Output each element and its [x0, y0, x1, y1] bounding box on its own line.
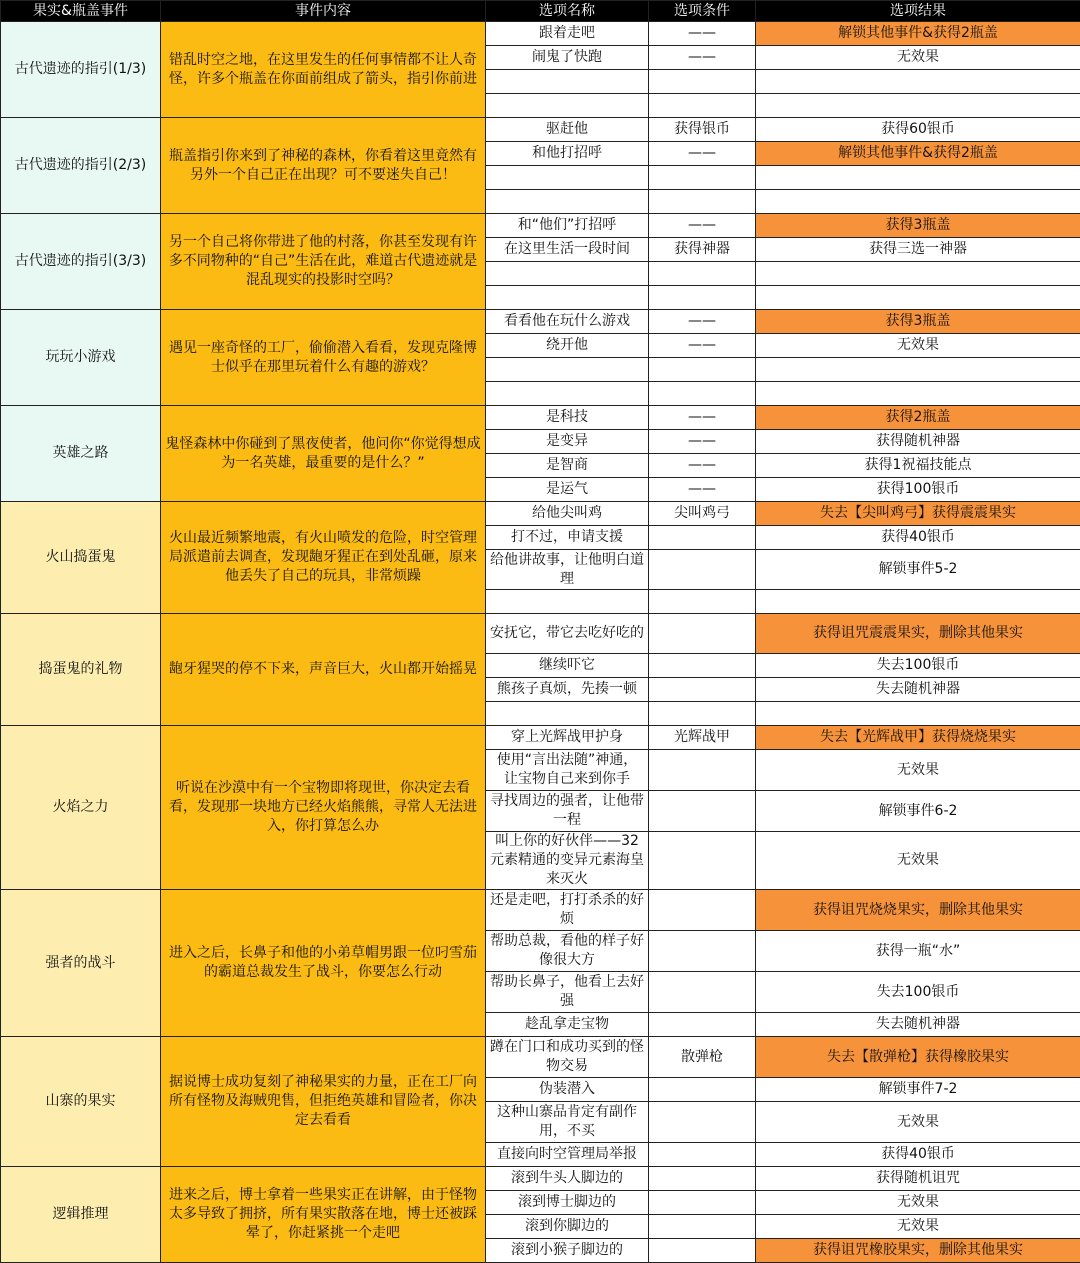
- option-result: 获得2瓶盖: [756, 406, 1080, 430]
- option-name: 趁乱拿走宝物: [486, 1013, 649, 1037]
- option-name: [486, 590, 649, 614]
- option-name: [486, 70, 649, 94]
- event-name: 英雄之路: [1, 406, 161, 502]
- option-result: 获得一瓶“水”: [756, 931, 1080, 972]
- event-description: 遇见一座奇怪的工厂，偷偷潜入看看，发现克隆博士似乎在那里玩着什么有趣的游戏？: [161, 310, 486, 406]
- table-row: [1, 214, 1080, 238]
- option-condition: [649, 654, 756, 678]
- option-name: 继续吓它: [486, 654, 649, 678]
- option-name: 伪装潜入: [486, 1078, 649, 1102]
- option-result: 失去随机神器: [756, 1013, 1080, 1037]
- option-condition: [649, 382, 756, 406]
- event-description: 进来之后，博士拿着一些果实正在讲解，由于怪物太多导致了拥挤，所有果实散落在地，博士还被踩晕了，你赶紧挑一个走吧: [161, 1167, 486, 1263]
- option-condition: [649, 614, 756, 654]
- option-result: 获得诅咒橡胶果实，删除其他果实: [756, 1239, 1080, 1263]
- option-name: 滚到小猴子脚边的: [486, 1239, 649, 1263]
- option-name: [486, 358, 649, 382]
- option-name: [486, 702, 649, 726]
- option-condition: [649, 832, 756, 890]
- option-name: [486, 190, 649, 214]
- option-result: 获得诅咒震震果实，删除其他果实: [756, 614, 1080, 654]
- option-result: 解锁事件6-2: [756, 791, 1080, 832]
- option-result: 无效果: [756, 334, 1080, 358]
- option-result: [756, 166, 1080, 190]
- option-result: 失去【散弹枪】获得橡胶果实: [756, 1037, 1080, 1078]
- event-name: 古代遗迹的指引(2/3): [1, 118, 161, 214]
- table-row: [1, 1037, 1080, 1078]
- option-condition: ——: [649, 478, 756, 502]
- table-row: [1, 406, 1080, 430]
- option-result: [756, 262, 1080, 286]
- event-name: 强者的战斗: [1, 890, 161, 1037]
- option-result: 获得随机诅咒: [756, 1167, 1080, 1191]
- option-condition: ——: [649, 310, 756, 334]
- option-condition: [649, 972, 756, 1013]
- option-name: 闹鬼了快跑: [486, 46, 649, 70]
- option-name: 帮助总裁，看他的样子好像很大方: [486, 931, 649, 972]
- option-result: 失去【尖叫鸡弓】获得震震果实: [756, 502, 1080, 526]
- option-name: 和他打招呼: [486, 142, 649, 166]
- option-result: 无效果: [756, 46, 1080, 70]
- option-condition: [649, 1143, 756, 1167]
- option-result: [756, 286, 1080, 310]
- event-name: 古代遗迹的指引(3/3): [1, 214, 161, 310]
- option-name: 是运气: [486, 478, 649, 502]
- option-condition: [649, 70, 756, 94]
- option-condition: ——: [649, 46, 756, 70]
- option-condition: [649, 550, 756, 590]
- option-result: 无效果: [756, 832, 1080, 890]
- option-name: 绕开他: [486, 334, 649, 358]
- event-description: 龅牙猩哭的停不下来，声音巨大，火山都开始摇晃: [161, 614, 486, 726]
- option-name: 帮助长鼻子，他看上去好强: [486, 972, 649, 1013]
- option-condition: 散弹枪: [649, 1037, 756, 1078]
- option-condition: [649, 526, 756, 550]
- option-condition: ——: [649, 454, 756, 478]
- header-option: 选项名称: [486, 1, 649, 22]
- option-name: 和“他们”打招呼: [486, 214, 649, 238]
- option-name: [486, 166, 649, 190]
- option-result: 解锁其他事件&获得2瓶盖: [756, 22, 1080, 46]
- option-condition: ——: [649, 214, 756, 238]
- option-condition: [649, 190, 756, 214]
- table-row: [1, 118, 1080, 142]
- option-name: [486, 262, 649, 286]
- event-description: 另一个自己将你带进了他的村落，你甚至发现有许多不同物种的“自己”生活在此，难道古代遗迹就是混乱现实的投影时空吗？: [161, 214, 486, 310]
- option-name: 是科技: [486, 406, 649, 430]
- option-name: 是变异: [486, 430, 649, 454]
- header-row: [1, 1, 1080, 22]
- event-name: 古代遗迹的指引(1/3): [1, 22, 161, 118]
- option-name: 滚到博士脚边的: [486, 1191, 649, 1215]
- option-result: 获得100银币: [756, 478, 1080, 502]
- event-name: 火焰之力: [1, 726, 161, 890]
- option-result: 获得随机神器: [756, 430, 1080, 454]
- option-name: 穿上光辉战甲护身: [486, 726, 649, 750]
- option-name: 驱赶他: [486, 118, 649, 142]
- option-condition: 获得神器: [649, 238, 756, 262]
- option-result: 失去随机神器: [756, 678, 1080, 702]
- option-name: 跟着走吧: [486, 22, 649, 46]
- option-name: [486, 382, 649, 406]
- option-result: 解锁事件7-2: [756, 1078, 1080, 1102]
- event-name: 火山捣蛋鬼: [1, 502, 161, 614]
- option-condition: [649, 358, 756, 382]
- event-description: 鬼怪森林中你碰到了黑夜使者，他问你“你觉得想成为一名英雄，最重要的是什么？”: [161, 406, 486, 502]
- option-name: [486, 286, 649, 310]
- option-result: 获得诅咒烧烧果实，删除其他果实: [756, 890, 1080, 931]
- option-result: 获得3瓶盖: [756, 310, 1080, 334]
- option-result: 获得40银币: [756, 526, 1080, 550]
- option-condition: 尖叫鸡弓: [649, 502, 756, 526]
- option-result: 无效果: [756, 1191, 1080, 1215]
- option-name: 这种山寨品肯定有副作用，不买: [486, 1102, 649, 1143]
- header-condition: 选项条件: [649, 1, 756, 22]
- option-result: [756, 590, 1080, 614]
- option-result: 无效果: [756, 1215, 1080, 1239]
- option-name: 熊孩子真烦，先揍一顿: [486, 678, 649, 702]
- event-description: 火山最近频繁地震，有火山喷发的危险，时空管理局派遣前去调查，发现龅牙猩正在到处乱砸，原来他丢失了自己的玩具，非常烦躁: [161, 502, 486, 614]
- event-table-body: [1, 22, 1080, 1263]
- option-condition: [649, 1215, 756, 1239]
- option-condition: [649, 1013, 756, 1037]
- option-name: 看看他在玩什么游戏: [486, 310, 649, 334]
- option-result: [756, 94, 1080, 118]
- option-condition: ——: [649, 22, 756, 46]
- option-result: 获得3瓶盖: [756, 214, 1080, 238]
- option-name: 滚到牛头人脚边的: [486, 1167, 649, 1191]
- event-description: 错乱时空之地，在这里发生的任何事情都不让人奇怪，许多个瓶盖在你面前组成了箭头，指引你前进: [161, 22, 486, 118]
- option-result: 无效果: [756, 1102, 1080, 1143]
- option-condition: 获得银币: [649, 118, 756, 142]
- option-name: 直接向时空管理局举报: [486, 1143, 649, 1167]
- table-row: [1, 726, 1080, 750]
- option-name: 还是走吧，打打杀杀的好烦: [486, 890, 649, 931]
- option-result: 解锁事件5-2: [756, 550, 1080, 590]
- option-condition: [649, 590, 756, 614]
- option-condition: [649, 1167, 756, 1191]
- option-result: [756, 358, 1080, 382]
- option-result: [756, 702, 1080, 726]
- table-row: [1, 502, 1080, 526]
- option-name: 打不过，申请支援: [486, 526, 649, 550]
- option-name: 蹲在门口和成功买到的怪物交易: [486, 1037, 649, 1078]
- event-description: 听说在沙漠中有一个宝物即将现世，你决定去看看，发现那一块地方已经火焰熊熊，寻常人无法进入，你打算怎么办: [161, 726, 486, 890]
- option-result: 获得40银币: [756, 1143, 1080, 1167]
- event-name: 山寨的果实: [1, 1037, 161, 1167]
- option-result: 失去100银币: [756, 972, 1080, 1013]
- option-condition: [649, 1102, 756, 1143]
- option-condition: [649, 931, 756, 972]
- option-condition: [649, 750, 756, 791]
- option-name: 在这里生活一段时间: [486, 238, 649, 262]
- option-name: [486, 94, 649, 118]
- option-condition: [649, 262, 756, 286]
- option-name: 给他尖叫鸡: [486, 502, 649, 526]
- table-row: [1, 614, 1080, 654]
- event-description: 瓶盖指引你来到了神秘的森林，你看着这里竟然有另外一个自己正在出现？可不要迷失自己！: [161, 118, 486, 214]
- option-condition: [649, 94, 756, 118]
- option-condition: [649, 678, 756, 702]
- option-result: [756, 190, 1080, 214]
- option-result: 获得三选一神器: [756, 238, 1080, 262]
- option-result: 获得60银币: [756, 118, 1080, 142]
- table-row: [1, 22, 1080, 46]
- option-condition: ——: [649, 406, 756, 430]
- table-row: [1, 890, 1080, 931]
- option-result: [756, 70, 1080, 94]
- event-description: 据说博士成功复刻了神秘果实的力量，正在工厂向所有怪物及海贼兜售，但拒绝英雄和冒险者，你决定去看看: [161, 1037, 486, 1167]
- option-name: 寻找周边的强者，让他带一程: [486, 791, 649, 832]
- event-name: 捣蛋鬼的礼物: [1, 614, 161, 726]
- option-condition: [649, 702, 756, 726]
- option-condition: [649, 1239, 756, 1263]
- event-name: 逻辑推理: [1, 1167, 161, 1263]
- option-condition: [649, 1078, 756, 1102]
- option-condition: [649, 286, 756, 310]
- option-condition: [649, 166, 756, 190]
- option-name: 给他讲故事，让他明白道理: [486, 550, 649, 590]
- option-condition: ——: [649, 334, 756, 358]
- header-result: 选项结果: [756, 1, 1080, 22]
- option-result: [756, 382, 1080, 406]
- option-result: 失去100银币: [756, 654, 1080, 678]
- option-result: 解锁其他事件&获得2瓶盖: [756, 142, 1080, 166]
- option-name: 滚到你脚边的: [486, 1215, 649, 1239]
- table-row: [1, 310, 1080, 334]
- header-content: 事件内容: [161, 1, 486, 22]
- option-condition: [649, 791, 756, 832]
- option-condition: [649, 890, 756, 931]
- event-name: 玩玩小游戏: [1, 310, 161, 406]
- event-description: 进入之后，长鼻子和他的小弟草帽男跟一位叼雪茄的霸道总裁发生了战斗，你要怎么行动: [161, 890, 486, 1037]
- option-condition: ——: [649, 142, 756, 166]
- option-name: 安抚它，带它去吃好吃的: [486, 614, 649, 654]
- option-condition: ——: [649, 430, 756, 454]
- table-row: [1, 1167, 1080, 1191]
- option-result: 无效果: [756, 750, 1080, 791]
- option-name: 使用“言出法随”神通，让宝物自己来到你手: [486, 750, 649, 791]
- option-name: 叫上你的好伙伴——32元素精通的变异元素海皇来灭火: [486, 832, 649, 890]
- option-result: 获得1祝福技能点: [756, 454, 1080, 478]
- option-condition: [649, 1191, 756, 1215]
- header-event: 果实&瓶盖事件: [1, 1, 161, 22]
- option-name: 是智商: [486, 454, 649, 478]
- option-result: 失去【光辉战甲】获得烧烧果实: [756, 726, 1080, 750]
- option-condition: 光辉战甲: [649, 726, 756, 750]
